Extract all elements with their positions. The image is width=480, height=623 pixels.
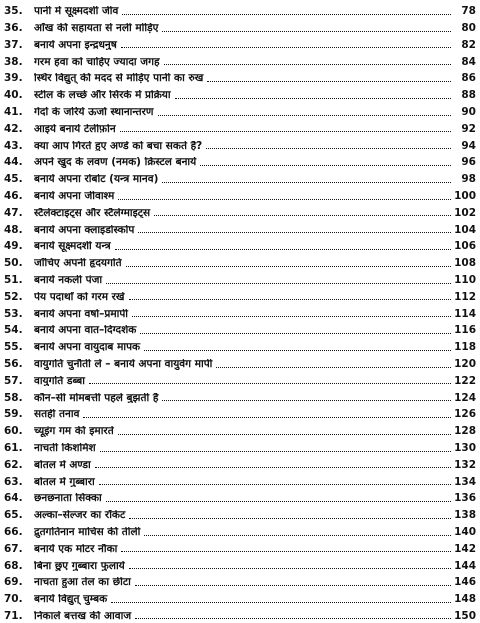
dot-leader	[118, 434, 451, 435]
toc-entry-number: 70.	[4, 593, 23, 606]
toc-entry-title: निकालें बत्तख की आवाज	[34, 610, 132, 622]
toc-entry	[4, 120, 476, 137]
toc-entry	[4, 506, 476, 523]
toc-entry-page-number: 136	[454, 492, 476, 505]
dot-leader	[83, 417, 451, 418]
toc-entry-page-number: 84	[461, 55, 476, 68]
toc-entry-number: 66.	[4, 526, 23, 538]
toc-entry-title: वायुगति चुनौती लें – बनायें अपना वायुवेग मापी	[34, 359, 213, 370]
toc-entry-number: 52.	[4, 290, 23, 303]
toc-entry-number: 36.	[4, 22, 23, 35]
toc-entry	[4, 187, 476, 204]
dot-leader	[115, 249, 451, 250]
toc-entry-page-number: 148	[454, 593, 476, 606]
dot-leader	[164, 64, 451, 65]
toc-entry-page-number: 110	[454, 274, 476, 287]
toc-entry-title: बनायें अपना वात–दिग्दर्शक	[34, 325, 137, 336]
toc-entry	[4, 36, 476, 53]
dot-leader	[111, 602, 451, 603]
dot-leader	[106, 501, 451, 502]
toc-entry-number: 60.	[4, 425, 23, 438]
toc-entry-title: बनायें अपना जीवाश्म	[34, 191, 115, 202]
toc-entry-page-number: 104	[454, 223, 476, 236]
toc-entry	[4, 405, 476, 422]
toc-entry-title: बिना छुए गुब्बारा फुलायें	[34, 560, 125, 572]
toc-entry-number: 56.	[4, 358, 23, 371]
toc-page	[4, 2, 476, 622]
toc-entry-title: बनायें एक मोटर नौका	[34, 543, 118, 555]
toc-entry-number: 51.	[4, 274, 23, 287]
toc-entry	[4, 237, 476, 254]
toc-entry-number: 69.	[4, 576, 23, 589]
toc-entry-number: 49.	[4, 240, 23, 253]
dot-leader	[207, 81, 451, 82]
dot-leader	[100, 451, 451, 452]
toc-entry	[4, 103, 476, 120]
toc-entry-number: 44.	[4, 156, 23, 169]
dot-leader	[135, 618, 451, 619]
toc-entry	[4, 271, 476, 288]
dot-leader	[118, 199, 451, 200]
dot-leader	[200, 165, 451, 166]
toc-entry	[4, 590, 476, 607]
toc-entry	[4, 355, 476, 372]
toc-entry	[4, 556, 476, 573]
dot-leader	[158, 115, 452, 116]
toc-entry-page-number: 144	[454, 559, 476, 572]
toc-entry	[4, 573, 476, 590]
dot-leader	[135, 585, 451, 586]
toc-entry-number: 71.	[4, 609, 23, 622]
toc-entry-number: 43.	[4, 139, 23, 152]
dot-leader	[129, 568, 451, 569]
toc-entry-title: गेंदों के जरिये ऊर्जा स्थानान्तरण	[34, 107, 154, 118]
dot-leader	[132, 316, 451, 317]
toc-entry-title: बनायें अपना रोबोट (यन्त्र मानव)	[34, 174, 159, 185]
toc-entry	[4, 288, 476, 305]
toc-entry-title: छनछनाता सिक्का	[34, 493, 102, 504]
toc-entry-page-number: 106	[454, 240, 476, 253]
toc-entry-number: 59.	[4, 408, 23, 421]
dot-leader	[162, 31, 451, 32]
toc-entry-number: 47.	[4, 206, 23, 219]
toc-entry-number: 63.	[4, 475, 23, 488]
toc-entry-title: बनायें सूक्ष्मदर्शी यन्त्र	[34, 241, 111, 252]
toc-entry	[4, 388, 476, 405]
toc-entry-number: 58.	[4, 391, 23, 404]
toc-entry-number: 68.	[4, 559, 23, 572]
dot-leader	[140, 333, 451, 334]
toc-entry-title: पानी में सूक्ष्मदर्शी जीव	[34, 6, 119, 17]
toc-entry-number: 41.	[4, 106, 23, 119]
toc-entry-number: 48.	[4, 223, 23, 236]
dot-leader	[126, 266, 451, 267]
toc-entry-title: स्थिर विद्युत् की मदद से मोड़िए पानी का रुख	[34, 73, 204, 84]
toc-entry-title: आइये बनायें टेलीफ़ोन	[34, 123, 116, 135]
dot-leader	[89, 383, 451, 384]
toc-entry-page-number: 108	[454, 257, 476, 270]
toc-entry	[4, 472, 476, 489]
toc-entry-number: 39.	[4, 72, 23, 85]
toc-entry-number: 54.	[4, 324, 23, 337]
toc-entry-number: 62.	[4, 458, 23, 471]
dot-leader	[175, 98, 451, 99]
toc-entry-page-number: 134	[454, 475, 476, 488]
toc-entry-number: 42.	[4, 122, 23, 135]
toc-entry-page-number: 100	[454, 190, 476, 203]
toc-entry-title: बनायें अपना इन्द्रधनुष	[34, 39, 117, 51]
dot-leader	[129, 299, 451, 300]
toc-entry	[4, 456, 476, 473]
toc-entry-number: 64.	[4, 492, 23, 505]
toc-entry-title: स्टैलेक्टाइट्स और स्टैलेग्माइट्स	[34, 207, 151, 219]
toc-entry	[4, 220, 476, 237]
dot-leader	[206, 148, 451, 149]
toc-entry-number: 55.	[4, 341, 23, 354]
dot-leader	[154, 215, 451, 216]
toc-entry	[4, 540, 476, 557]
toc-entry-page-number: 120	[454, 358, 476, 371]
toc-entry-title: बोतल में अण्डा	[34, 459, 91, 471]
dot-leader	[162, 400, 451, 401]
dot-leader	[99, 484, 451, 485]
toc-entry	[4, 304, 476, 321]
toc-entry-title: बोतल में गुब्बारा	[34, 476, 95, 488]
toc-entry-title: च्यूइंग गम की इमारतें	[34, 426, 114, 437]
dot-leader	[106, 283, 451, 284]
toc-entry-number: 50.	[4, 257, 23, 270]
toc-entry-page-number: 82	[461, 38, 476, 51]
toc-entry-title: अल्का–सेल्जर का रॉकेट	[34, 510, 126, 521]
toc-entry-title: वायुगति डब्बा	[34, 375, 85, 387]
toc-entry	[4, 153, 476, 170]
toc-entry-title: आँख की सहायता से नली मोड़िए	[34, 23, 159, 34]
toc-entry-title: नाचती किशमिश	[34, 443, 96, 454]
toc-entry-title: जाँचिए अपनी हृदयगति	[34, 258, 122, 269]
toc-entry-page-number: 96	[461, 156, 476, 169]
toc-entry-page-number: 78	[461, 5, 476, 18]
toc-entry-title: बनायें अपना वायुदाब मापक	[34, 342, 141, 353]
toc-entry-title: पेय पदार्थों को गरम रखें	[34, 291, 125, 303]
dot-leader	[121, 47, 451, 48]
toc-entry	[4, 321, 476, 338]
toc-entry-number: 65.	[4, 509, 23, 522]
toc-entry	[4, 489, 476, 506]
toc-entry	[4, 86, 476, 103]
toc-entry-title: स्टील के लच्छे और सिरके में प्रक्रिया	[34, 90, 171, 101]
toc-entry-title: द्रुतगतिनान माचिस की तीली	[34, 527, 141, 538]
toc-entry-number: 40.	[4, 89, 23, 102]
toc-entry	[4, 2, 476, 19]
toc-entry-page-number: 102	[454, 206, 476, 219]
toc-entry-number: 37.	[4, 38, 23, 51]
toc-entry-number: 67.	[4, 542, 23, 555]
toc-entry	[4, 372, 476, 389]
toc-entry-page-number: 86	[461, 72, 476, 85]
toc-entry-number: 45.	[4, 173, 23, 186]
toc-entry	[4, 439, 476, 456]
toc-entry-title: अपने खुद के लवण (नमक) क्रिस्टल बनायें	[34, 157, 197, 168]
toc-entry	[4, 52, 476, 69]
toc-entry-title: कौन–सी मोमबत्ती पहले बुझती है	[34, 392, 159, 404]
toc-entry	[4, 422, 476, 439]
toc-entry	[4, 170, 476, 187]
toc-entry-page-number: 90	[461, 106, 476, 119]
toc-entry-number: 53.	[4, 307, 23, 320]
toc-entry-page-number: 114	[454, 307, 476, 320]
dot-leader	[129, 518, 451, 519]
toc-entry	[4, 607, 476, 623]
toc-entry-page-number: 138	[454, 509, 476, 522]
toc-entry-page-number: 122	[454, 374, 476, 387]
toc-entry-page-number: 132	[454, 458, 476, 471]
toc-entry-page-number: 88	[461, 89, 476, 102]
toc-entry-title: क्या आप गिरते हुए अण्डे को बचा सकते हैं?	[34, 140, 203, 152]
dot-leader	[216, 367, 451, 368]
toc-entry	[4, 523, 476, 540]
toc-entry-number: 61.	[4, 442, 23, 455]
toc-entry	[4, 69, 476, 86]
toc-entry-page-number: 118	[454, 341, 476, 354]
toc-entry-page-number: 124	[454, 391, 476, 404]
toc-entry-number: 57.	[4, 374, 23, 387]
toc-entry-page-number: 98	[461, 173, 476, 186]
toc-entry-page-number: 130	[454, 442, 476, 455]
toc-entry-number: 46.	[4, 190, 23, 203]
toc-entry-page-number: 142	[454, 542, 476, 555]
toc-entry	[4, 254, 476, 271]
toc-entry-number: 35.	[4, 5, 23, 18]
dot-leader	[144, 535, 451, 536]
toc-entry-title: बनायें अपना वर्षा–प्रमापी	[34, 308, 129, 320]
dot-leader	[138, 232, 451, 233]
dot-leader	[121, 551, 451, 552]
toc-entry	[4, 338, 476, 355]
toc-entry-page-number: 80	[461, 22, 476, 35]
toc-entry-title: गरम हवा को चाहिए ज्यादा जगह	[34, 56, 160, 68]
toc-entry-page-number: 146	[454, 576, 476, 589]
toc-entry-page-number: 128	[454, 425, 476, 438]
toc-entry	[4, 19, 476, 36]
toc-entry-title: सतही तनाव	[34, 409, 80, 420]
dot-leader	[95, 467, 451, 468]
toc-entry-title: बनायें विद्युत् चुम्बक	[34, 594, 108, 605]
toc-entry-number: 38.	[4, 55, 23, 68]
dot-leader	[122, 14, 451, 15]
dot-leader	[162, 182, 451, 183]
toc-entry-title: नाचता हुआ तेल का छींटा	[34, 577, 131, 588]
toc-entry-page-number: 94	[461, 139, 476, 152]
toc-entry-page-number: 116	[454, 324, 476, 337]
toc-entry-page-number: 112	[454, 290, 476, 303]
dot-leader	[120, 131, 451, 132]
dot-leader	[144, 350, 451, 351]
toc-entry-title: बनायें नकली पंजा	[34, 275, 103, 286]
toc-entry-page-number: 92	[461, 122, 476, 135]
toc-entry-page-number: 140	[454, 526, 476, 538]
toc-entry-title: बनायें अपना क्लाइडोस्कोप	[34, 224, 135, 236]
toc-entry	[4, 136, 476, 153]
toc-entry-page-number: 150	[454, 609, 476, 622]
toc-entry	[4, 204, 476, 221]
table-of-contents	[4, 2, 476, 623]
toc-entry-page-number: 126	[454, 408, 476, 421]
